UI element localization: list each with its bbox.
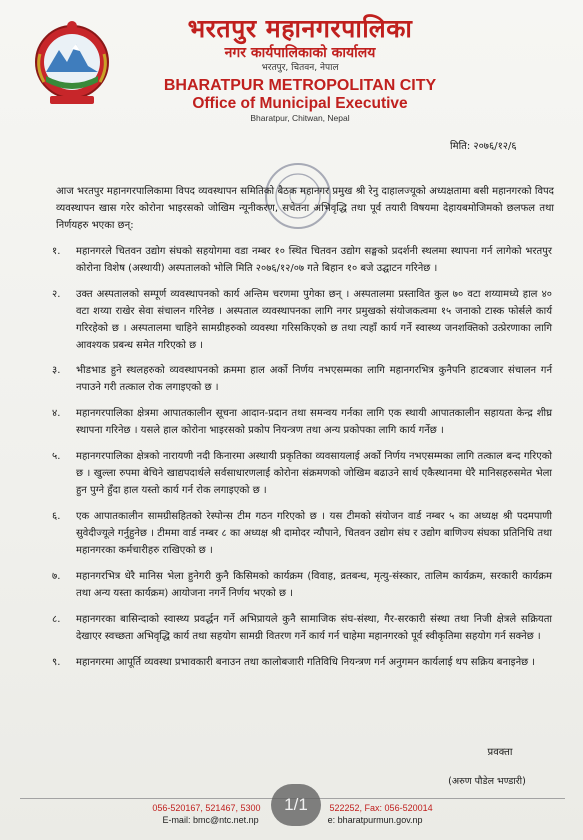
footer-website: e: bharatpurmun.gov.np [327, 815, 423, 825]
list-item [52, 508, 552, 559]
item-text: भीडभाड हुने स्थलहरुको व्यवस्थापनको क्रममा हाल अर्को निर्णय नभएसम्मका लागि महानगरभित्र कुनैपनि हाटबजार संचालन गर्न नपाउने गरी तत्काल रोक लगाइएको छ । [76, 365, 552, 393]
item-text: महानगरपालिका क्षेत्रको नारायणी नदी किनारमा अस्थायी प्रकृतिका व्यवसायलाई अर्को निर्णय नभएसम्मका लागि तत्काल बन्द गरिएको छ । खुल्ला रुपमा बेचिने खाद्यपदार्थले सर्वसाधारणलाई कोरोना संक्रमणको जोखिम बढाउने सार्थ एकैस्थानमा धेरै मानिसहरुसमेत भेला हुन पुग्ने हुँदा हाल यस्तो कार्य गर्न रोक लगाइएको छ । [76, 451, 552, 496]
item-text: महानगरमा आपूर्ति व्यवस्था प्रभावकारी बनाउन तथा कालोबजारी गतिविधि नियन्त्रण गर्न अनुगमन कार्यलाई थप सक्रिय बनाइनेछ । [76, 657, 536, 668]
address-nepali: भरतपुर, चितवन, नेपाल [261, 63, 339, 73]
spokesperson-label: प्रवक्ता [487, 747, 513, 758]
item-number: २. [52, 289, 61, 300]
footer-email: E-mail: bmc@ntc.net.np [162, 815, 259, 825]
item-text: महानगरका बासिन्दाको स्वास्थ्य प्रवर्द्धन गर्ने अभिप्रायले कुनै सामाजिक संघ-संस्था, गैर-सरकारी संस्था तथा निजी क्षेत्रले सक्रियता देखाएर स्वच्छता अभिवृद्धि कार्य तथा सहयोग सामग्री वितरण गर्ने कार्य गर्न चाहेमा महानगरको पूर्व स्वीकृतिमा सहयोग गर्न सक्नेछ । [76, 614, 552, 642]
spokesperson-name: (अरुण पौडेल भण्डारी) [448, 776, 526, 787]
item-number: ८. [52, 614, 61, 625]
item-text: महानगरभित्र धेरै मानिस भेला हुनेगरी कुनै किसिमको कार्यक्रम (विवाह, व्रतबन्ध, मृत्यु-संस्कार, तालिम कार्यक्रम, सरकारी कार्यक्रम तथा अन्य यस्ता कार्यक्रम) आयोजना नगर्ने निर्णय भएको छ । [76, 571, 552, 599]
list-item [52, 286, 552, 354]
decision-list [52, 243, 552, 671]
item-number: ७. [52, 571, 61, 582]
org-title-nepali: भरतपुर महानगरपालिका [187, 14, 413, 43]
intro-paragraph: आज भरतपुर महानगरपालिकामा विपद व्यवस्थापन समितिको बैठक महानगर प्रमुख श्री रेनु दाहालज्यूको अध्यक्षतामा बसी महानगरको विपद व्यवस्थापन खास गरेर कोरोना भाइरसको जोखिम न्यूनीकरण, सचेतना अभिवृद्धि तथा पूर्व तयारी विषयमा देहायबमोजिमको छलफल तथा निर्णयहरु भएका छन्: [56, 186, 554, 231]
office-subtitle-english: Office of Municipal Executive [192, 95, 408, 112]
item-number: ९. [52, 657, 61, 668]
page-indicator[interactable]: 1/1 [271, 784, 321, 826]
item-number: ३. [52, 365, 61, 376]
item-number: ५. [52, 451, 61, 462]
signature-block [432, 744, 542, 787]
list-item [52, 243, 552, 277]
item-number: ६. [52, 511, 61, 522]
item-number: ४. [52, 408, 61, 419]
list-item [52, 405, 552, 439]
footer-phones-right: 522252, Fax: 056-520014 [329, 803, 433, 813]
item-text: एक आपातकालीन सामग्रीसहितको रेस्पोन्स टीम गठन गरिएको छ । यस टीमको संयोजन वार्ड नम्बर ५ का अध्यक्ष श्री पदमपाणी सुवेदीज्यूले गर्नुहुनेछ । टीममा वार्ड नम्बर ८ का अध्यक्ष श्री दामोदर न्यौपाने, चितवन उद्योग संघ र उद्योग बाणिज्य संघका प्रतिनिधि तथा महानगरका कर्मचारीहरु राखिएको छ । [76, 511, 552, 556]
list-item [52, 568, 552, 602]
list-item [52, 362, 552, 396]
org-title-english: BHARATPUR METROPOLITAN CITY [163, 77, 437, 94]
list-item [52, 654, 552, 671]
list-item [52, 448, 552, 499]
nepal-emblem-icon [32, 16, 112, 112]
list-item [52, 611, 552, 645]
office-subtitle-nepali: नगर कार्यपालिकाको कार्यालय [224, 45, 376, 61]
letterhead [150, 14, 450, 124]
item-text: महानगरले चितवन उद्योग संघको सहयोगमा वडा नम्बर १० स्थित चितवन उद्योग सङ्घको प्रदर्शनी स्थलमा स्थापना गर्न लागेको भरतपुर कोरोना विशेष (अस्थायी) अस्पतालको भोलि मिति २०७६/१२/०७ गते बिहान १० बजे उद्घाटन गरिनेछ । [76, 246, 552, 274]
document-date: मिति: २०७६/१२/६ [450, 141, 517, 152]
item-text: उक्त अस्पतालको सम्पूर्ण व्यवस्थापनको कार्य अन्तिम चरणमा पुगेका छन् । अस्पतालमा प्रस्तावित कुल ७० वटा शय्यामध्ये हाल ४० वटा शय्या राखेर सेवा संचालन गरिनेछ । अस्पताल व्यवस्थापनका लागि नगर प्रमुखको संयोजकत्वमा १५ जनाको टास्क फोर्सले कार्य गरिरहेको छ । अस्पतालमा चाहिने सामग्रीहरुको व्यवस्था गरिसकिएको छ तथा त्यहाँ कार्य गर्ने स्वास्थ्य जनशक्तिको उत्प्रेरणाका लागि आवश्यक प्रबन्ध समेत गरिएको छ । [76, 289, 552, 351]
footer-phones-left: 056-520167, 521467, 5300 [152, 803, 261, 813]
item-number: १. [52, 246, 61, 257]
item-text: महानगरपालिका क्षेत्रमा आपातकालीन सूचना आदान-प्रदान तथा समन्वय गर्नका लागि एक स्थायी आपातकालीन सहायता केन्द्र शीघ्र स्थापना गरिनेछ । यसले हाल कोरोना भाइरसको प्रकोप नियन्त्रण तथा अन्य प्रकोपका लागि कार्य गर्नेछ । [76, 408, 552, 436]
address-english: Bharatpur, Chitwan, Nepal [250, 113, 350, 123]
